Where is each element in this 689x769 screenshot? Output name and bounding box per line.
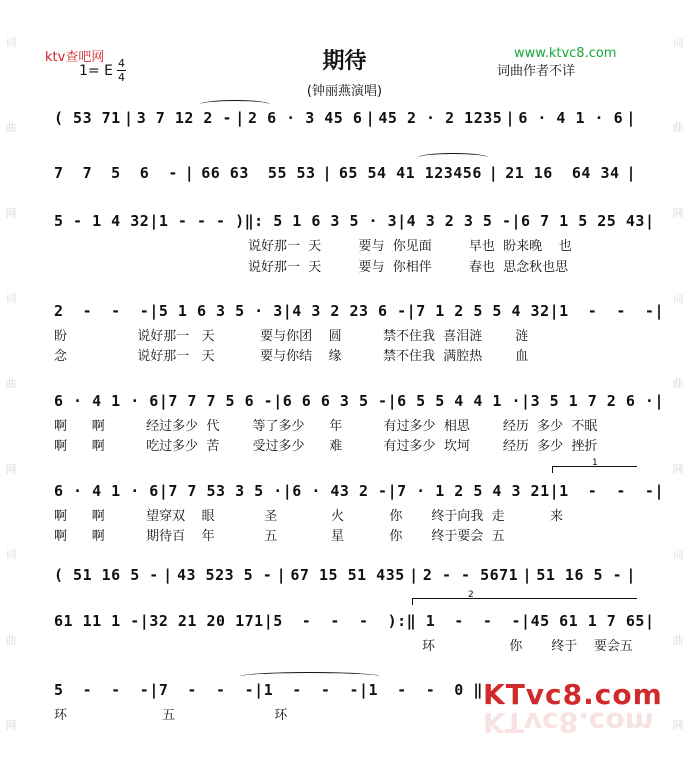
side-char: 曲 (5, 377, 17, 391)
side-char: 曲 (5, 121, 17, 135)
measure: 43 523 5 - (176, 566, 273, 584)
measure: ( 51 16 5 - (54, 566, 159, 584)
measure: 2 - - 5671 (422, 566, 519, 584)
measure: 5 - - - ) (273, 612, 398, 630)
measure: ( 53 71 (54, 109, 121, 127)
measure: 61 11 1 - (54, 612, 140, 630)
side-char: 网 (5, 462, 17, 476)
time-bottom: 4 (117, 71, 125, 84)
site-logo-watermark (483, 678, 663, 739)
lyric-row-5-verse-2: 啊 啊 吃过多少 苦 受过多少 难 有过多少 坎坷 经历 多少 挫折 (54, 439, 598, 454)
measure: 6 6 6 3 5 - (282, 392, 388, 410)
lyric-row-4-verse-2: 念 说好那一 天 要与你结 缘 禁不住我 满腔热 血 (54, 349, 529, 364)
measure: 5 1 6 3 5 · 3 (158, 302, 283, 320)
measure: 7 - - - (158, 681, 255, 699)
key-label: 1= E (79, 62, 113, 79)
measure: 66 63 55 53 (201, 164, 316, 182)
measure: 6 5 5 4 4 1 · (397, 392, 522, 410)
side-char: 词 (5, 35, 17, 49)
singer-credit: (钟丽燕演唱) (306, 84, 383, 99)
measure: 45 61 1 7 65 (530, 612, 645, 630)
measure: 6 · 4 1 · 6 (518, 109, 624, 127)
tie-arc (200, 100, 270, 109)
measure: 4 3 2 3 5 - (406, 212, 512, 230)
right-watermark-column (669, 0, 687, 769)
site-watermark-right: www.ktvc8.com (514, 46, 617, 61)
measure: 7 7 5 6 - (54, 164, 178, 182)
tie-arc (418, 153, 488, 162)
side-char: 网 (672, 462, 684, 476)
measure: 3 5 1 7 2 6 · (530, 392, 655, 410)
measure: 67 15 51 435 (290, 566, 405, 584)
measure: 5 - 1 4 32 (54, 212, 150, 230)
side-char: 词 (5, 548, 17, 562)
measure: 32 21 20 171 (149, 612, 264, 630)
measure: 7 1 2 5 5 4 32 (416, 302, 550, 320)
measure: 1 - - - (559, 302, 655, 320)
measure: 5 - - - (54, 681, 150, 699)
notation-row-2: 7 7 5 6 - | 66 63 55 53 | 65 54 41 123456 | 21 16 64 34 | (54, 159, 636, 187)
logo-text: KTvc8.com (483, 678, 663, 711)
notation-row-7: ( 51 16 5 - | 43 523 5 - | 67 15 51 435 | 2 - - 5671 | 51 16 5 - | (54, 561, 636, 589)
measure: 6 · 43 2 - (292, 482, 388, 500)
site-watermark-left: ktv查吧网 (45, 50, 105, 65)
measure: 7 7 53 3 5 · (168, 482, 283, 500)
side-char: 网 (5, 206, 17, 220)
side-char: 词 (5, 292, 17, 306)
lyric-row-3-verse-1: 说好那一 天 要与 你见面 早也 盼来晚 也 (248, 239, 572, 254)
lyric-row-8: 环 你 终于 要会五 (422, 639, 633, 654)
lyric-row-4-verse-1: 盼 说好那一 天 要与你团 圆 禁不住我 喜泪涟 涟 (54, 329, 529, 344)
side-char: 网 (672, 719, 684, 733)
logo-reflection: KTvc8.com (483, 706, 654, 739)
lyric-row-6-verse-1: 啊 啊 望穿双 眼 圣 火 你 终于向我 走 来 (54, 509, 564, 524)
lyric-row-5-verse-1: 啊 啊 经过多少 代 等了多少 年 有过多少 相思 经历 多少 不眠 (54, 419, 598, 434)
notation-row-9: 5 - - - | 7 - - - | 1 - - - | 1 - - 0 ‖ (54, 676, 414, 704)
measure: 6 · 4 1 · 6 (54, 392, 159, 410)
left-watermark-column (2, 0, 20, 769)
side-char: 曲 (672, 633, 684, 647)
measure: 1 - - - ) (158, 212, 245, 230)
notation-row-4: 2 - - - | 5 1 6 3 5 · 3 | 4 3 2 23 6 - | 7 1 2 5 5 4 32 | 1 - - - | (54, 297, 636, 325)
measure: 7 7 7 5 6 - (168, 392, 274, 410)
measure: 1 - - 0 ‖ (368, 681, 483, 699)
notation-row-1: ( 53 71 | 3 7 12 2 - | 2 6 · 3 45 6 | 45 2 · 2 1235 | 6 · 4 1 · 6 | (54, 104, 636, 132)
measure: ‖: 5 1 6 3 5 · 3 (244, 212, 398, 230)
notation-row-8: 61 11 1 - | 32 21 20 171 | 5 - - - ) :‖ 1 - - - | 45 61 1 7 65 | (54, 607, 636, 635)
measure: 45 2 · 2 1235 (378, 109, 503, 127)
measure: :‖ 1 - - - (397, 612, 522, 630)
notation-row-5: 6 · 4 1 · 6 | 7 7 7 5 6 - | 6 6 6 3 5 - | 6 5 5 4 4 1 · | 3 5 1 7 2 6 · | (54, 387, 636, 415)
side-char: 曲 (672, 121, 684, 135)
measure: 3 7 12 2 - (136, 109, 233, 127)
measure: 2 - - - (54, 302, 150, 320)
notation-row-6: 6 · 4 1 · 6 | 7 7 53 3 5 · | 6 · 43 2 - | 7 · 1 2 5 4 3 21 | 1 - - - | (54, 477, 636, 505)
notation-row-3: 5 - 1 4 32 | 1 - - - ) ‖: 5 1 6 3 5 · 3 | 4 3 2 3 5 - | 6 7 1 5 25 43 | (54, 207, 636, 235)
lyric-row-9: 环 五 环 (54, 708, 288, 723)
measure: 65 54 41 123456 (338, 164, 482, 182)
measure: 4 3 2 23 6 - (292, 302, 407, 320)
measure: 51 16 5 - (536, 566, 623, 584)
volta-bracket-2 (412, 598, 637, 605)
measure: 2 6 · 3 45 6 (248, 109, 363, 127)
time-top: 4 (117, 57, 125, 70)
side-char: 曲 (5, 633, 17, 647)
side-char: 网 (5, 719, 17, 733)
measure: 1 - - - (559, 482, 655, 500)
tie-arc (240, 672, 380, 681)
measure: 6 · 4 1 · 6 (54, 482, 159, 500)
measure: 21 16 64 34 (505, 164, 620, 182)
side-char: 曲 (672, 377, 684, 391)
side-char: 词 (672, 292, 684, 306)
song-title: 期待 (322, 49, 367, 74)
volta-number-1: 1 (592, 458, 598, 468)
side-char: 词 (672, 548, 684, 562)
side-char: 网 (672, 206, 684, 220)
measure: 1 - - - (263, 681, 359, 699)
composer-credit: 词曲作者不详 (497, 64, 576, 79)
measure: 6 7 1 5 25 43 (521, 212, 645, 230)
side-char: 词 (672, 35, 684, 49)
lyric-row-3-verse-2: 说好那一 天 要与 你相伴 春也 思念秋也思 (248, 260, 569, 275)
lyric-row-6-verse-2: 啊 啊 期待百 年 五 星 你 终于要会 五 (54, 529, 505, 544)
volta-number-2: 2 (468, 590, 474, 600)
measure: 7 · 1 2 5 4 3 21 (397, 482, 550, 500)
